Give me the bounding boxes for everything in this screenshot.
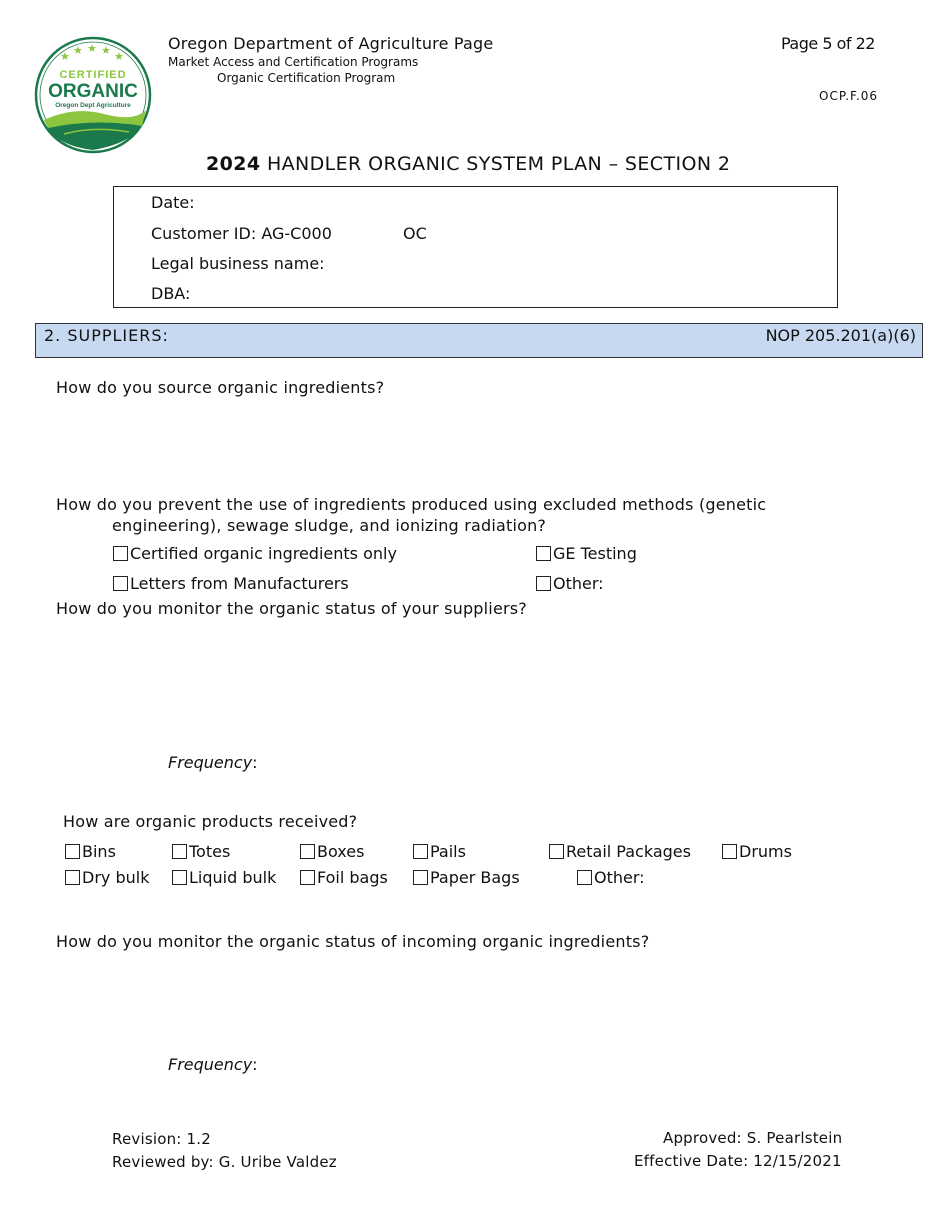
title-text: HANDLER ORGANIC SYSTEM PLAN – SECTION 2	[266, 153, 731, 175]
effective-date: Effective Date: 12/15/2021	[634, 1152, 842, 1170]
frequency-label-2: Frequency:	[168, 1055, 258, 1074]
logo-sub-text: Oregon Dept Agriculture	[55, 102, 131, 109]
checkbox[interactable]	[172, 870, 187, 885]
option-label: Certified organic ingredients only	[130, 544, 397, 563]
certified-organic-logo	[34, 36, 152, 154]
question-excluded-methods-line1: How do you prevent the use of ingredients produced using excluded methods (genetic	[56, 495, 767, 514]
svg-text:★: ★	[101, 44, 111, 57]
checkbox[interactable]	[722, 844, 737, 859]
question-excluded-methods-line2: engineering), sewage sludge, and ionizing radiation?	[112, 516, 547, 535]
checkbox[interactable]	[413, 870, 428, 885]
checkbox[interactable]	[577, 870, 592, 885]
option-drums[interactable]	[722, 842, 792, 861]
checkbox[interactable]	[549, 844, 564, 859]
option-ge-testing[interactable]	[536, 544, 637, 563]
customer-id-label: Customer ID: AG-C000	[151, 224, 332, 243]
option-other-methods[interactable]	[536, 574, 604, 593]
form-code: OCP.F.06	[819, 89, 879, 103]
option-dry-bulk[interactable]	[65, 868, 149, 887]
option-certified-only[interactable]	[113, 544, 397, 563]
question-monitor-incoming: How do you monitor the organic status of incoming organic ingredients?	[56, 932, 650, 951]
option-label: Other:	[553, 574, 604, 593]
option-letters-manufacturers[interactable]	[113, 574, 349, 593]
option-boxes[interactable]	[300, 842, 364, 861]
option-label: Pails	[430, 842, 466, 861]
question-products-received: How are organic products received?	[63, 812, 358, 831]
reviewed-by: Reviewed by: G. Uribe Valdez	[112, 1153, 337, 1171]
customer-info-box	[113, 186, 838, 308]
checkbox[interactable]	[413, 844, 428, 859]
org-name: Oregon Department of Agriculture Page	[168, 34, 494, 53]
checkbox[interactable]	[113, 546, 128, 561]
svg-text:★: ★	[60, 50, 70, 63]
checkbox[interactable]	[65, 870, 80, 885]
question-monitor-suppliers: How do you monitor the organic status of your suppliers?	[56, 599, 528, 618]
revision: Revision: 1.2	[112, 1130, 211, 1148]
option-label: Dry bulk	[82, 868, 150, 887]
svg-text:★: ★	[114, 50, 124, 63]
option-other-received[interactable]	[577, 868, 645, 887]
section-label: 2. SUPPLIERS:	[44, 326, 169, 345]
option-totes[interactable]	[172, 842, 230, 861]
option-label: Liquid bulk	[189, 868, 277, 887]
checkbox[interactable]	[300, 844, 315, 859]
sub-program-line: Market Access and Certification Programs	[168, 55, 419, 69]
dba-label: DBA:	[151, 284, 191, 303]
option-foil-bags[interactable]	[300, 868, 388, 887]
option-pails[interactable]	[413, 842, 466, 861]
checkbox[interactable]	[300, 870, 315, 885]
logo-main-text: ORGANIC	[48, 81, 138, 102]
option-liquid-bulk[interactable]	[172, 868, 276, 887]
option-bins[interactable]	[65, 842, 116, 861]
option-paper-bags[interactable]	[413, 868, 520, 887]
checkbox[interactable]	[172, 844, 187, 859]
page-indicator: Page 5 of 22	[781, 34, 875, 53]
option-label: Paper Bags	[430, 868, 520, 887]
svg-text:★: ★	[87, 42, 97, 55]
option-label: Drums	[739, 842, 792, 861]
option-label: Bins	[82, 842, 116, 861]
checkbox[interactable]	[536, 576, 551, 591]
svg-text:★: ★	[73, 44, 83, 57]
frequency-label-1: Frequency:	[168, 753, 258, 772]
customer-id-suffix: OC	[403, 224, 427, 243]
date-label: Date:	[151, 193, 195, 212]
option-label: Totes	[189, 842, 231, 861]
approved-by: Approved: S. Pearlstein	[663, 1129, 843, 1147]
page-title	[206, 153, 730, 175]
checkbox[interactable]	[536, 546, 551, 561]
question-source-ingredients: How do you source organic ingredients?	[56, 378, 385, 397]
title-year: 2024	[206, 153, 261, 175]
option-label: Other:	[594, 868, 645, 887]
option-label: Foil bags	[317, 868, 388, 887]
logo-top-text: CERTIFIED	[59, 69, 127, 81]
checkbox[interactable]	[65, 844, 80, 859]
legal-name-label: Legal business name:	[151, 254, 325, 273]
program-line: Organic Certification Program	[217, 71, 396, 85]
section-banner	[35, 323, 923, 358]
option-label: Letters from Manufacturers	[130, 574, 349, 593]
option-label: Retail Packages	[566, 842, 691, 861]
option-label: Boxes	[317, 842, 365, 861]
checkbox[interactable]	[113, 576, 128, 591]
option-label: GE Testing	[553, 544, 637, 563]
option-retail-packages[interactable]	[549, 842, 691, 861]
section-reference: NOP 205.201(a)(6)	[765, 326, 916, 345]
